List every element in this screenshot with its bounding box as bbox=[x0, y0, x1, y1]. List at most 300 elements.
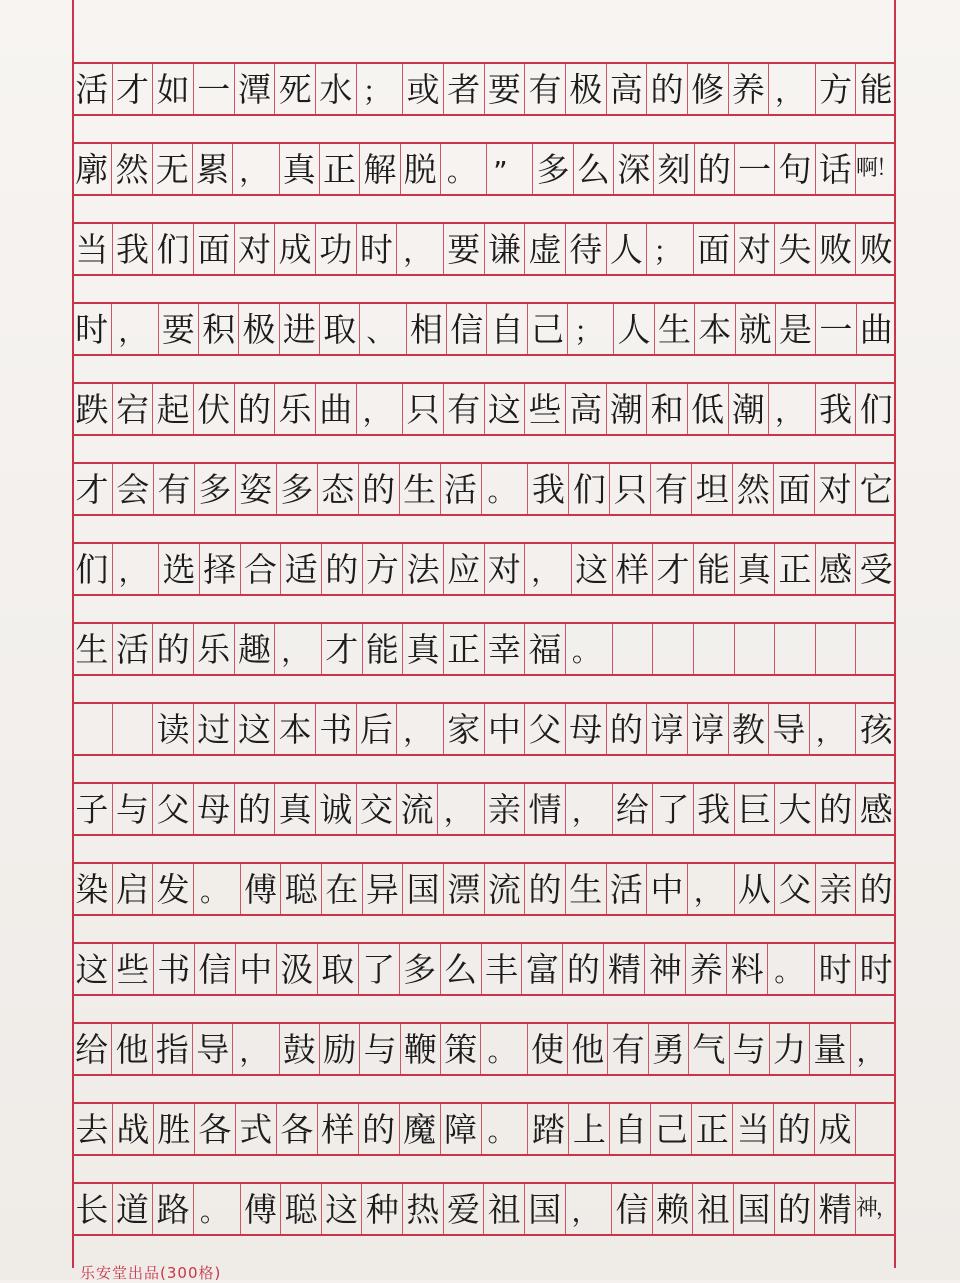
text-row bbox=[72, 462, 896, 516]
grid-cell: 曲 bbox=[315, 384, 356, 434]
grid-cell: 和 bbox=[646, 384, 687, 434]
grid-cell: 脱 bbox=[400, 144, 440, 194]
grid-cell: 态 bbox=[317, 464, 358, 514]
grid-cell: 乐 bbox=[193, 624, 234, 674]
grid-cell: 读 bbox=[152, 704, 193, 754]
grid-cell: 励 bbox=[319, 1024, 359, 1074]
grid-cell: 才 bbox=[112, 64, 153, 114]
text-row bbox=[72, 62, 896, 116]
grid-cell: 启 bbox=[112, 864, 153, 914]
grid-cell: 情 bbox=[524, 784, 565, 834]
grid-cell: 受 bbox=[855, 544, 896, 594]
grid-cell: 自 bbox=[609, 1104, 650, 1154]
grid-cell: 有 bbox=[607, 1024, 647, 1074]
grid-cell: ， bbox=[565, 784, 612, 834]
grid-cell bbox=[72, 704, 112, 754]
text-row bbox=[72, 1022, 896, 1076]
grid-cell: 虚 bbox=[524, 224, 565, 274]
grid-cell: 父 bbox=[524, 704, 565, 754]
grid-cell: 们 bbox=[568, 464, 609, 514]
grid-cell: 句 bbox=[774, 144, 814, 194]
grid-cell: 对 bbox=[234, 224, 275, 274]
grid-cell: 然 bbox=[732, 464, 773, 514]
grid-cell: 多 bbox=[399, 944, 440, 994]
grid-cell: ； bbox=[646, 224, 693, 274]
grid-cell: ， bbox=[232, 1024, 278, 1074]
grid-cell: 只 bbox=[609, 464, 650, 514]
grid-cell: 择 bbox=[199, 544, 240, 594]
grid-cell: 活 bbox=[606, 864, 647, 914]
grid-cell: 聪 bbox=[280, 1184, 321, 1234]
grid-cell: 上 bbox=[568, 1104, 609, 1154]
grid-cell: 流 bbox=[396, 784, 437, 834]
grid-cell: 交 bbox=[356, 784, 397, 834]
grid-cell: 法 bbox=[402, 544, 443, 594]
grid-cell: 料 bbox=[726, 944, 767, 994]
grid-cell: ， bbox=[111, 304, 157, 354]
grid-cell: 就 bbox=[735, 304, 775, 354]
grid-cell: ， bbox=[850, 1024, 896, 1074]
grid-cell: 我 bbox=[112, 224, 153, 274]
grid-cell: 样 bbox=[612, 544, 653, 594]
grid-cell: 种 bbox=[361, 1184, 402, 1234]
text-row bbox=[72, 382, 896, 436]
grid-cell: ” bbox=[486, 144, 532, 194]
grid-cell: 高 bbox=[565, 384, 606, 434]
grid-cell: 能 bbox=[693, 544, 734, 594]
grid-cell: 力 bbox=[769, 1024, 809, 1074]
grid-cell: 父 bbox=[774, 864, 815, 914]
grid-cell: 精 bbox=[603, 944, 644, 994]
grid-cell: 道 bbox=[112, 1184, 153, 1234]
grid-cell: 姿 bbox=[235, 464, 276, 514]
grid-cell: 的 bbox=[321, 544, 362, 594]
grid-cell: 后 bbox=[356, 704, 397, 754]
grid-cell: 能 bbox=[855, 64, 896, 114]
grid-cell: 的 bbox=[234, 384, 275, 434]
grid-cell: 染 bbox=[75, 869, 109, 909]
grid-cell: 它 bbox=[855, 464, 896, 514]
grid-cell: 功 bbox=[315, 224, 356, 274]
grid-cell: 会 bbox=[112, 464, 153, 514]
grid-cell: 这 bbox=[484, 384, 525, 434]
grid-cell: 伏 bbox=[193, 384, 234, 434]
text-row bbox=[72, 862, 896, 916]
grid-cell: 自 bbox=[486, 304, 526, 354]
grid-cell: 幸 bbox=[484, 624, 525, 674]
grid-cell: 他 bbox=[111, 1024, 151, 1074]
grid-cell: 家 bbox=[443, 704, 484, 754]
grid-cell: 各 bbox=[276, 1104, 317, 1154]
grid-cell bbox=[855, 1104, 896, 1154]
grid-cell: 发 bbox=[152, 864, 193, 914]
grid-cell: 给 bbox=[75, 1029, 109, 1069]
grid-cell: 才 bbox=[652, 544, 693, 594]
grid-cell: 福 bbox=[524, 624, 565, 674]
grid-cell: 生 bbox=[565, 864, 606, 914]
grid-cell: 的 bbox=[152, 624, 193, 674]
text-row bbox=[72, 1182, 896, 1236]
grid-cell: 有 bbox=[443, 384, 484, 434]
grid-cell: 的 bbox=[773, 1104, 814, 1154]
grid-cell: 方 bbox=[362, 544, 403, 594]
grid-cell: 聪 bbox=[280, 864, 321, 914]
grid-cell: 无 bbox=[152, 144, 192, 194]
grid-cell: 生 bbox=[399, 464, 440, 514]
grid-cell: 进 bbox=[279, 304, 319, 354]
grid-cell: 对 bbox=[734, 224, 775, 274]
grid-cell: 国 bbox=[733, 1184, 774, 1234]
grid-cell: 。 bbox=[481, 464, 528, 514]
grid-cell: 一 bbox=[193, 64, 234, 114]
grid-cell: 活 bbox=[75, 69, 109, 109]
grid-cell: 宕 bbox=[112, 384, 153, 434]
grid-cell: 式 bbox=[235, 1104, 276, 1154]
grid-cell: 多 bbox=[532, 144, 572, 194]
grid-cell: 了 bbox=[358, 944, 399, 994]
grid-cell: 对 bbox=[814, 464, 855, 514]
grid-cell: 时 bbox=[356, 224, 397, 274]
grid-cell: 正 bbox=[774, 544, 815, 594]
grid-cell: 过 bbox=[193, 704, 234, 754]
grid-cell bbox=[652, 624, 693, 674]
grid-cell: 谦 bbox=[484, 224, 525, 274]
grid-cell: 败 bbox=[855, 224, 896, 274]
grid-cell: 合 bbox=[240, 544, 281, 594]
grid-cell: 各 bbox=[194, 1104, 235, 1154]
text-row bbox=[72, 702, 896, 756]
grid-cell: 胜 bbox=[153, 1104, 194, 1154]
grid-cell: 正 bbox=[443, 624, 484, 674]
grid-cell: 父 bbox=[152, 784, 193, 834]
grid-cell: 大 bbox=[774, 784, 815, 834]
text-row bbox=[72, 942, 896, 996]
grid-cell: 他 bbox=[567, 1024, 607, 1074]
grid-cell: 长 bbox=[75, 1189, 109, 1229]
grid-cell: 与 bbox=[112, 784, 153, 834]
grid-cell bbox=[815, 624, 856, 674]
grid-cell: 待 bbox=[565, 224, 606, 274]
grid-cell: 方 bbox=[815, 64, 856, 114]
grid-cell: 这 bbox=[321, 1184, 362, 1234]
grid-cell: 败 bbox=[815, 224, 856, 274]
grid-cell: 本 bbox=[694, 304, 734, 354]
grid-cell: 我 bbox=[527, 464, 568, 514]
grid-cell: 们 bbox=[75, 549, 109, 589]
grid-cell: 诚 bbox=[315, 784, 356, 834]
grid-cell: 导 bbox=[768, 704, 809, 754]
grid-cell: ， bbox=[524, 544, 571, 594]
grid-cell: 去 bbox=[75, 1109, 109, 1149]
grid-cell: 或 bbox=[402, 64, 443, 114]
grid-cell: 取 bbox=[317, 944, 358, 994]
grid-cell: 极 bbox=[565, 64, 606, 114]
grid-cell: 解 bbox=[359, 144, 399, 194]
text-row bbox=[72, 782, 896, 836]
grid-cell: 的 bbox=[606, 704, 647, 754]
grid-cell: 曲 bbox=[856, 304, 896, 354]
grid-cell: 我 bbox=[815, 384, 856, 434]
grid-cell: 时 bbox=[75, 309, 109, 349]
grid-cell: 水 bbox=[315, 64, 356, 114]
grid-cell: 多 bbox=[276, 464, 317, 514]
grid-cell: 时 bbox=[814, 944, 855, 994]
grid-cell: ， bbox=[356, 384, 403, 434]
grid-cell: 与 bbox=[359, 1024, 399, 1074]
grid-cell: 爱 bbox=[443, 1184, 484, 1234]
grid-cell: 正 bbox=[691, 1104, 732, 1154]
text-row bbox=[72, 222, 896, 276]
grid-cell: ， bbox=[768, 64, 815, 114]
grid-cell: 赖 bbox=[652, 1184, 693, 1234]
grid-cell: 精 bbox=[814, 1184, 855, 1234]
grid-cell: 些 bbox=[112, 944, 153, 994]
grid-cell: 战 bbox=[112, 1104, 153, 1154]
grid-cell bbox=[693, 624, 734, 674]
grid-cell: 书 bbox=[315, 704, 356, 754]
grid-cell: 傅 bbox=[240, 1184, 281, 1234]
grid-cell: 魔 bbox=[399, 1104, 440, 1154]
grid-cell: 适 bbox=[280, 544, 321, 594]
grid-cell: 当 bbox=[75, 229, 109, 269]
grid-cell: 对 bbox=[484, 544, 525, 594]
grid-cell bbox=[855, 624, 896, 674]
grid-cell bbox=[112, 704, 153, 754]
grid-cell: 。 bbox=[565, 624, 612, 674]
grid-cell: 己 bbox=[527, 304, 567, 354]
grid-cell: 亲 bbox=[484, 784, 525, 834]
grid-cell: 要 bbox=[443, 224, 484, 274]
grid-cell: 选 bbox=[158, 544, 199, 594]
grid-cell: 感 bbox=[855, 784, 896, 834]
text-row bbox=[72, 142, 896, 196]
grid-cell: 气 bbox=[688, 1024, 728, 1074]
grid-cell: 时 bbox=[855, 944, 896, 994]
grid-cell: 祖 bbox=[692, 1184, 733, 1234]
grid-cell: 养 bbox=[728, 64, 769, 114]
grid-cell: 子 bbox=[75, 789, 109, 829]
grid-cell: 真 bbox=[402, 624, 443, 674]
grid-cell: 路 bbox=[152, 1184, 193, 1234]
grid-cell: 当 bbox=[732, 1104, 773, 1154]
grid-cell: 啊！ bbox=[855, 144, 896, 194]
grid-cell bbox=[612, 624, 653, 674]
grid-cell: 有 bbox=[524, 64, 565, 114]
grid-cell: 、 bbox=[359, 304, 405, 354]
grid-cell: 我 bbox=[693, 784, 734, 834]
grid-cell: 量 bbox=[809, 1024, 849, 1074]
grid-cell: 。 bbox=[480, 1024, 526, 1074]
grid-cell: 要 bbox=[484, 64, 525, 114]
grid-cell: ， bbox=[396, 704, 443, 754]
grid-cell: 这 bbox=[75, 949, 109, 989]
grid-cell: 取 bbox=[319, 304, 359, 354]
grid-cell: 富 bbox=[521, 944, 562, 994]
grid-cell: 使 bbox=[527, 1024, 567, 1074]
grid-cell: 了 bbox=[652, 784, 693, 834]
grid-cell: 的 bbox=[694, 144, 734, 194]
grid-cell: 的 bbox=[234, 784, 275, 834]
grid-cell: 些 bbox=[524, 384, 565, 434]
grid-cell: 如 bbox=[152, 64, 193, 114]
grid-cell: 的 bbox=[646, 64, 687, 114]
grid-cell: 中 bbox=[484, 704, 525, 754]
grid-cell: 与 bbox=[729, 1024, 769, 1074]
grid-cell: 国 bbox=[402, 864, 443, 914]
grid-cell: 才 bbox=[321, 624, 362, 674]
grid-cell: 丰 bbox=[481, 944, 522, 994]
grid-cell: 中 bbox=[646, 864, 687, 914]
paper-footer-imprint: 乐安堂出品(300格) bbox=[80, 1264, 222, 1282]
grid-cell: 这 bbox=[571, 544, 612, 594]
grid-cell: 么 bbox=[440, 944, 481, 994]
grid-cell: ， bbox=[768, 384, 815, 434]
grid-cell: 给 bbox=[612, 784, 653, 834]
text-row bbox=[72, 622, 896, 676]
grid-cell: 只 bbox=[402, 384, 443, 434]
grid-cell: 趣 bbox=[234, 624, 275, 674]
grid-cell: 母 bbox=[193, 784, 234, 834]
grid-cell: 流 bbox=[484, 864, 525, 914]
grid-cell: 母 bbox=[565, 704, 606, 754]
grid-cell: ； bbox=[567, 304, 613, 354]
grid-cell: 有 bbox=[650, 464, 691, 514]
grid-cell: 生 bbox=[75, 629, 109, 669]
grid-cell: 面 bbox=[773, 464, 814, 514]
grid-cell: 样 bbox=[317, 1104, 358, 1154]
grid-cell: 高 bbox=[606, 64, 647, 114]
grid-cell: 异 bbox=[362, 864, 403, 914]
grid-cell: 相 bbox=[406, 304, 446, 354]
grid-cell: 跌 bbox=[75, 389, 109, 429]
grid-cell: 的 bbox=[855, 864, 896, 914]
grid-cell: 潮 bbox=[728, 384, 769, 434]
grid-cell: 廓 bbox=[75, 149, 109, 189]
grid-cell: 漂 bbox=[443, 864, 484, 914]
grid-cell: 成 bbox=[274, 224, 315, 274]
grid-cell: 话 bbox=[815, 144, 855, 194]
grid-cell: ， bbox=[687, 864, 734, 914]
grid-cell: 。 bbox=[193, 864, 240, 914]
grid-cell: 勇 bbox=[648, 1024, 688, 1074]
grid-cell: 。 bbox=[767, 944, 814, 994]
grid-cell: 的 bbox=[524, 864, 565, 914]
grid-cell: 信 bbox=[194, 944, 235, 994]
grid-cell: 们 bbox=[152, 224, 193, 274]
grid-cell: 有 bbox=[153, 464, 194, 514]
grid-cell bbox=[774, 624, 815, 674]
grid-cell: 是 bbox=[775, 304, 815, 354]
grid-cell: 导 bbox=[192, 1024, 232, 1074]
grid-cell: 国 bbox=[524, 1184, 565, 1234]
grid-cell: 中 bbox=[235, 944, 276, 994]
grid-cell: 的 bbox=[815, 784, 856, 834]
grid-cell: 本 bbox=[274, 704, 315, 754]
grid-cell: 从 bbox=[734, 864, 775, 914]
grid-cell: 潮 bbox=[606, 384, 647, 434]
grid-cell: 起 bbox=[152, 384, 193, 434]
grid-cell: ， bbox=[565, 1184, 612, 1234]
grid-cell: 。 bbox=[193, 1184, 240, 1234]
grid-cell: 一 bbox=[815, 304, 855, 354]
grid-cell: 热 bbox=[402, 1184, 443, 1234]
grid-cell: 教 bbox=[728, 704, 769, 754]
grid-cell: 生 bbox=[654, 304, 694, 354]
grid-cell: 真 bbox=[279, 144, 319, 194]
grid-cell: ， bbox=[809, 704, 856, 754]
grid-cell: 潭 bbox=[234, 64, 275, 114]
grid-cell: 然 bbox=[111, 144, 151, 194]
grid-cell: ， bbox=[396, 224, 443, 274]
grid-cell: 深 bbox=[613, 144, 653, 194]
grid-cell: 真 bbox=[734, 544, 775, 594]
grid-cell: ， bbox=[232, 144, 278, 194]
grid-cell: 书 bbox=[153, 944, 194, 994]
text-row bbox=[72, 1102, 896, 1156]
grid-cell: 们 bbox=[855, 384, 896, 434]
grid-cell: 面 bbox=[193, 224, 234, 274]
grid-cell: 累 bbox=[192, 144, 232, 194]
grid-cell: 低 bbox=[687, 384, 728, 434]
text-row bbox=[72, 302, 896, 356]
grid-cell: 真 bbox=[274, 784, 315, 834]
grid-cell: 人 bbox=[613, 304, 653, 354]
grid-cell: 修 bbox=[687, 64, 728, 114]
grid-cell: 刻 bbox=[653, 144, 693, 194]
grid-cell: 障 bbox=[440, 1104, 481, 1154]
text-row bbox=[72, 542, 896, 596]
grid-cell: 养 bbox=[685, 944, 726, 994]
grid-cell: 神， bbox=[855, 1184, 896, 1234]
grid-cell: 正 bbox=[319, 144, 359, 194]
grid-cell: 一 bbox=[734, 144, 774, 194]
grid-cell: 亲 bbox=[815, 864, 856, 914]
grid-cell: 神 bbox=[644, 944, 685, 994]
grid-cell bbox=[734, 624, 775, 674]
grid-cell: 鼓 bbox=[279, 1024, 319, 1074]
grid-cell: 多 bbox=[194, 464, 235, 514]
grid-cell: ， bbox=[437, 784, 484, 834]
grid-cell: 祖 bbox=[483, 1184, 524, 1234]
grid-cell: 失 bbox=[774, 224, 815, 274]
grid-cell: 在 bbox=[321, 864, 362, 914]
grid-cell: 的 bbox=[358, 1104, 399, 1154]
grid-cell: 指 bbox=[152, 1024, 192, 1074]
grid-cell: 人 bbox=[606, 224, 647, 274]
grid-cell: 孩 bbox=[855, 704, 896, 754]
grid-cell: 感 bbox=[815, 544, 856, 594]
grid-cell: 极 bbox=[238, 304, 278, 354]
grid-cell: 应 bbox=[443, 544, 484, 594]
grid-cell: 成 bbox=[814, 1104, 855, 1154]
grid-cell: 活 bbox=[440, 464, 481, 514]
grid-cell: 。 bbox=[440, 144, 486, 194]
grid-cell: 策 bbox=[440, 1024, 480, 1074]
grid-cell: 乐 bbox=[274, 384, 315, 434]
grid-cell: ； bbox=[356, 64, 403, 114]
grid-cell: 信 bbox=[446, 304, 486, 354]
grid-cell: 鞭 bbox=[400, 1024, 440, 1074]
grid-cell: 活 bbox=[112, 624, 153, 674]
grid-cell: 么 bbox=[573, 144, 613, 194]
grid-cell: 汲 bbox=[276, 944, 317, 994]
grid-cell: 面 bbox=[693, 224, 734, 274]
grid-cell: 踏 bbox=[527, 1104, 568, 1154]
grid-cell: 才 bbox=[75, 469, 109, 509]
grid-cell: 巨 bbox=[734, 784, 775, 834]
grid-cell: 谆 bbox=[646, 704, 687, 754]
grid-cell: 。 bbox=[481, 1104, 528, 1154]
